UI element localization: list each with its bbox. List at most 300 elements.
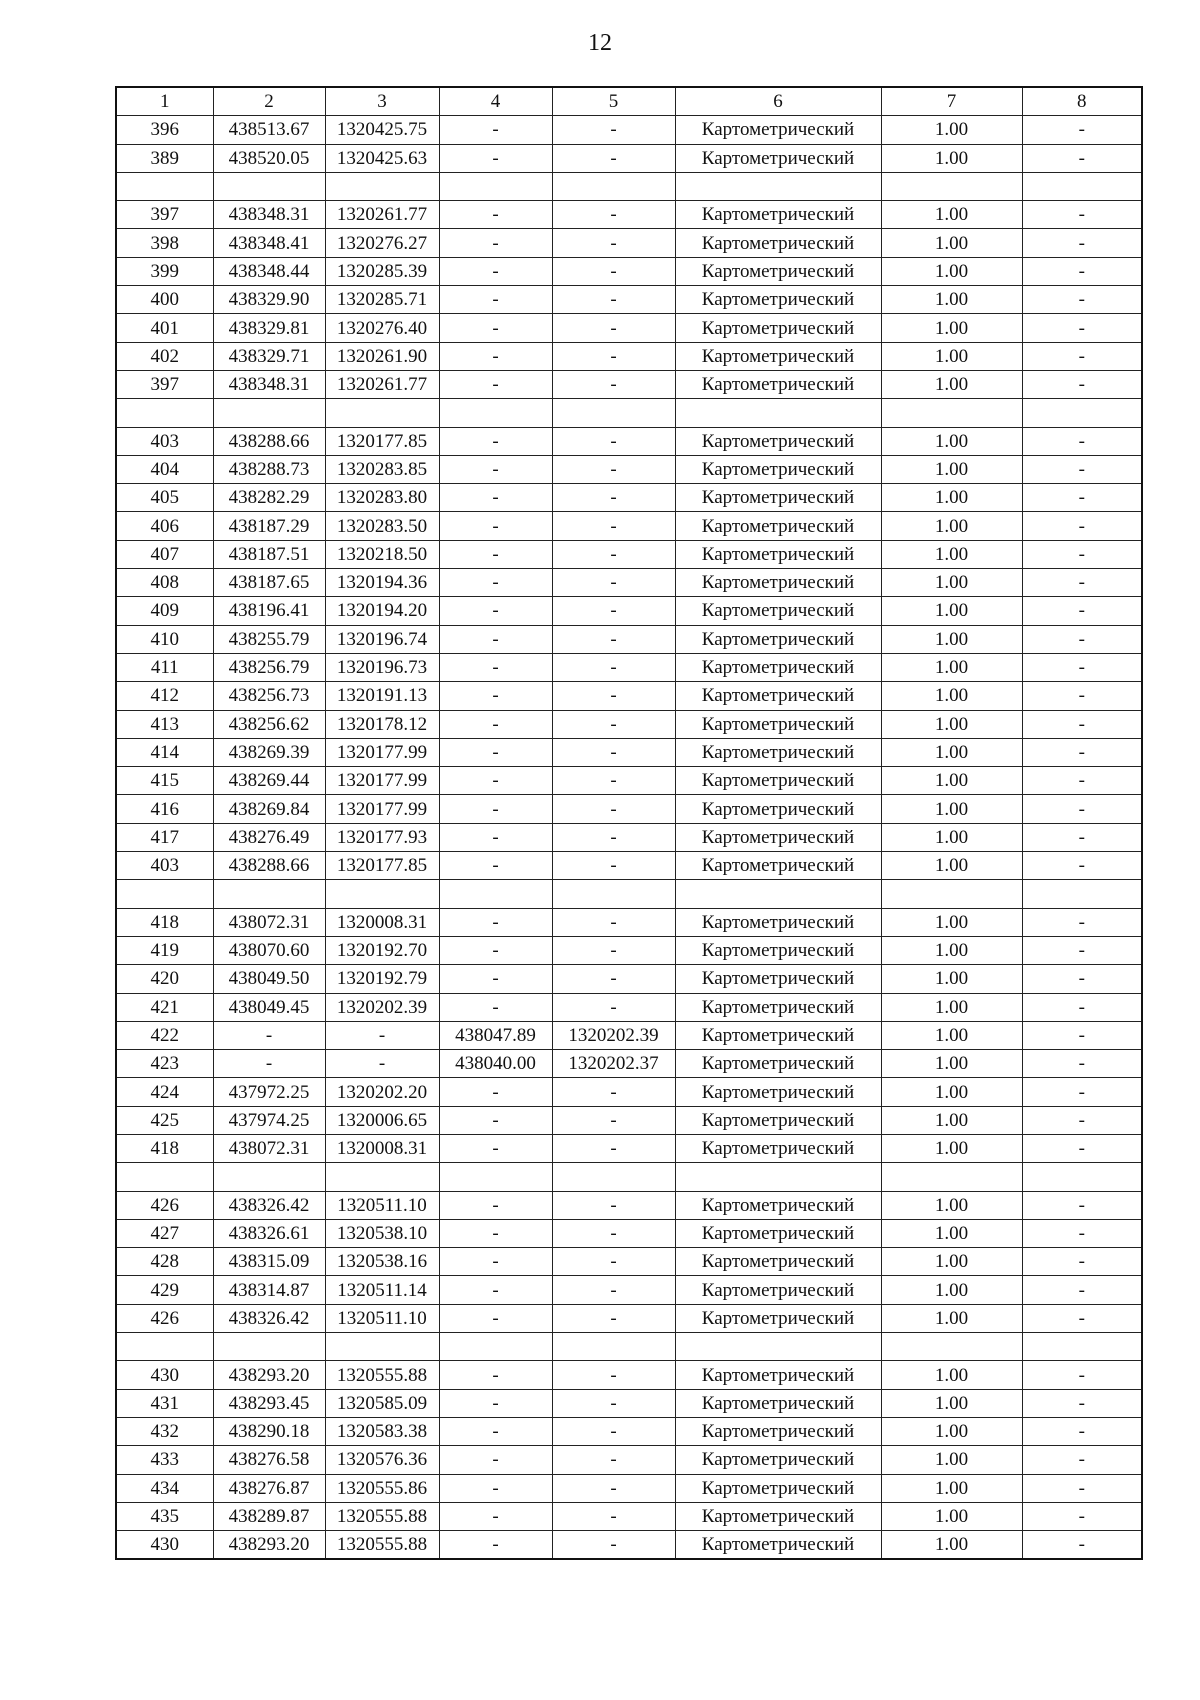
table-cell: 438289.87 (213, 1502, 325, 1530)
table-cell (213, 1163, 325, 1191)
table-cell: - (552, 1304, 675, 1332)
table-cell (325, 880, 439, 908)
table-cell: 1320192.79 (325, 965, 439, 993)
table-cell (881, 1163, 1022, 1191)
table-cell: 413 (116, 710, 213, 738)
table-cell: - (1022, 1248, 1142, 1276)
table-cell: 389 (116, 144, 213, 172)
table-cell: Картометрический (675, 965, 881, 993)
table-row (116, 710, 1142, 738)
table-cell (325, 399, 439, 427)
table-cell: - (1022, 1474, 1142, 1502)
table-cell: 1.00 (881, 569, 1022, 597)
table-cell (439, 399, 552, 427)
table-cell: - (552, 455, 675, 483)
table-row (116, 1304, 1142, 1332)
table-cell: 1320511.10 (325, 1304, 439, 1332)
table-cell: - (1022, 965, 1142, 993)
table-cell: 433 (116, 1446, 213, 1474)
table-cell: 1.00 (881, 1078, 1022, 1106)
table-cell: 1320191.13 (325, 682, 439, 710)
table-cell: 438276.49 (213, 823, 325, 851)
table-cell: - (1022, 512, 1142, 540)
table-cell: 438187.65 (213, 569, 325, 597)
table-cell: - (1022, 540, 1142, 568)
table-cell: - (1022, 625, 1142, 653)
table-row (116, 1417, 1142, 1445)
table-cell: 438348.31 (213, 370, 325, 398)
table-cell: 412 (116, 682, 213, 710)
table-cell: Картометрический (675, 569, 881, 597)
table-row (116, 201, 1142, 229)
table-row (116, 1163, 1142, 1191)
table-cell: Картометрический (675, 1361, 881, 1389)
table-cell: 1.00 (881, 625, 1022, 653)
table-cell: 437974.25 (213, 1106, 325, 1134)
table-cell: 1.00 (881, 597, 1022, 625)
table-row (116, 116, 1142, 144)
table-cell: 1.00 (881, 286, 1022, 314)
table-cell: 1320006.65 (325, 1106, 439, 1134)
table-cell: - (1022, 229, 1142, 257)
table-cell: Картометрический (675, 1474, 881, 1502)
table-cell: Картометрический (675, 1078, 881, 1106)
table-cell: Картометрический (675, 1417, 881, 1445)
table-cell: - (1022, 1078, 1142, 1106)
table-cell: 438269.39 (213, 738, 325, 766)
table-cell: 438040.00 (439, 1050, 552, 1078)
column-header: 8 (1022, 87, 1142, 116)
table-cell: 1320261.90 (325, 342, 439, 370)
table-row (116, 823, 1142, 851)
table-cell (1022, 399, 1142, 427)
table-cell: - (552, 738, 675, 766)
table-cell: - (1022, 936, 1142, 964)
table-row (116, 852, 1142, 880)
table-cell: - (552, 1417, 675, 1445)
table-cell: 1320511.10 (325, 1191, 439, 1219)
table-cell: 1320555.88 (325, 1502, 439, 1530)
table-cell: - (1022, 597, 1142, 625)
table-row (116, 993, 1142, 1021)
table-cell: Картометрический (675, 1531, 881, 1560)
table-cell: - (439, 823, 552, 851)
table-cell: - (439, 286, 552, 314)
table-cell: - (552, 1219, 675, 1247)
table-cell: 1.00 (881, 1219, 1022, 1247)
table-cell: 1320285.71 (325, 286, 439, 314)
table-cell: - (439, 1191, 552, 1219)
table-cell: - (439, 1361, 552, 1389)
table-cell: Картометрический (675, 1021, 881, 1049)
table-cell: 1.00 (881, 427, 1022, 455)
table-cell: 1.00 (881, 795, 1022, 823)
table-cell: 438187.51 (213, 540, 325, 568)
table-cell (552, 1333, 675, 1361)
table-cell: - (552, 257, 675, 285)
table-cell: - (1022, 710, 1142, 738)
table-cell: - (1022, 1446, 1142, 1474)
table-cell (552, 880, 675, 908)
table-cell: 407 (116, 540, 213, 568)
table-cell: Картометрический (675, 427, 881, 455)
table-cell: Картометрический (675, 597, 881, 625)
table-cell: 438293.45 (213, 1389, 325, 1417)
table-cell: - (439, 1446, 552, 1474)
table-cell: 431 (116, 1389, 213, 1417)
table-cell: - (1022, 653, 1142, 681)
table-cell: 438348.41 (213, 229, 325, 257)
table-cell: 397 (116, 370, 213, 398)
table-cell: 438255.79 (213, 625, 325, 653)
table-cell: Картометрический (675, 1106, 881, 1134)
table-cell: Картометрический (675, 370, 881, 398)
table-cell: - (1022, 795, 1142, 823)
table-cell (325, 1333, 439, 1361)
table-cell: - (1022, 1417, 1142, 1445)
table-cell: 438329.90 (213, 286, 325, 314)
table-cell (116, 172, 213, 200)
table-cell: - (439, 1276, 552, 1304)
table-cell: - (439, 455, 552, 483)
table-cell: 438276.58 (213, 1446, 325, 1474)
table-cell: - (439, 1389, 552, 1417)
table-cell: Картометрический (675, 1191, 881, 1219)
table-cell: - (439, 908, 552, 936)
table-row (116, 172, 1142, 200)
table-cell: 438314.87 (213, 1276, 325, 1304)
table-cell: 1320283.80 (325, 484, 439, 512)
table-cell (116, 1333, 213, 1361)
table-cell: 1320538.10 (325, 1219, 439, 1247)
table-row (116, 767, 1142, 795)
table-cell: 438329.81 (213, 314, 325, 342)
table-cell: - (1022, 993, 1142, 1021)
table-cell: - (552, 908, 675, 936)
column-header: 2 (213, 87, 325, 116)
table-row (116, 1219, 1142, 1247)
table-cell: - (439, 1531, 552, 1560)
table-cell: 1320008.31 (325, 1134, 439, 1162)
table-cell: 438072.31 (213, 1134, 325, 1162)
table-cell: - (439, 1248, 552, 1276)
table-cell: - (439, 710, 552, 738)
table-cell: 1.00 (881, 1389, 1022, 1417)
table-cell: - (1022, 823, 1142, 851)
table-cell: 1.00 (881, 1417, 1022, 1445)
table-cell: 1.00 (881, 653, 1022, 681)
table-cell: Картометрический (675, 455, 881, 483)
table-cell: - (552, 201, 675, 229)
table-row (116, 427, 1142, 455)
table-cell: 403 (116, 852, 213, 880)
table-cell: 1.00 (881, 1134, 1022, 1162)
coordinates-table (115, 86, 1143, 1560)
table-cell: 424 (116, 1078, 213, 1106)
table-cell: - (1022, 484, 1142, 512)
table-cell: - (439, 314, 552, 342)
table-cell: - (552, 314, 675, 342)
table-cell: 438288.66 (213, 427, 325, 455)
table-cell: 1.00 (881, 738, 1022, 766)
table-cell: - (552, 370, 675, 398)
table-cell: 1320202.37 (552, 1050, 675, 1078)
table-cell: - (552, 427, 675, 455)
table-cell: - (1022, 1531, 1142, 1560)
table-row (116, 1106, 1142, 1134)
table-cell: 1320177.85 (325, 427, 439, 455)
table-cell: Картометрический (675, 767, 881, 795)
table-cell: 437972.25 (213, 1078, 325, 1106)
table-cell: - (1022, 314, 1142, 342)
table-cell: 408 (116, 569, 213, 597)
table-cell: - (552, 342, 675, 370)
table-cell: - (439, 342, 552, 370)
table-cell: 438329.71 (213, 342, 325, 370)
table-row (116, 314, 1142, 342)
table-cell: - (439, 1078, 552, 1106)
table-cell (116, 880, 213, 908)
table-cell: 438513.67 (213, 116, 325, 144)
table-cell: 396 (116, 116, 213, 144)
table-cell (675, 172, 881, 200)
table-cell: 1.00 (881, 1304, 1022, 1332)
column-header: 7 (881, 87, 1022, 116)
table-cell: - (1022, 1106, 1142, 1134)
table-row (116, 1276, 1142, 1304)
table-row (116, 1389, 1142, 1417)
table-cell: 1320202.20 (325, 1078, 439, 1106)
table-cell: - (552, 625, 675, 653)
table-cell: 438196.41 (213, 597, 325, 625)
table-cell: 1.00 (881, 229, 1022, 257)
table-cell: 1320583.38 (325, 1417, 439, 1445)
table-cell: 1.00 (881, 1361, 1022, 1389)
table-cell: Картометрический (675, 201, 881, 229)
table-cell: - (552, 767, 675, 795)
table-cell: 428 (116, 1248, 213, 1276)
table-cell (881, 399, 1022, 427)
table-cell: 1.00 (881, 965, 1022, 993)
table-cell: Картометрический (675, 286, 881, 314)
table-cell: 438282.29 (213, 484, 325, 512)
table-body (116, 116, 1142, 1560)
table-cell: 429 (116, 1276, 213, 1304)
table-cell: - (439, 370, 552, 398)
table-cell: 1.00 (881, 257, 1022, 285)
table-cell: - (1022, 767, 1142, 795)
table-cell: - (1022, 455, 1142, 483)
table-cell: - (552, 1248, 675, 1276)
table-cell: Картометрический (675, 484, 881, 512)
table-cell: - (439, 795, 552, 823)
table-cell: 438288.66 (213, 852, 325, 880)
table-cell: 1.00 (881, 710, 1022, 738)
table-cell: 1.00 (881, 1106, 1022, 1134)
table-cell: - (552, 1446, 675, 1474)
table-cell: 410 (116, 625, 213, 653)
table-row (116, 512, 1142, 540)
table-cell (325, 1163, 439, 1191)
table-cell (213, 880, 325, 908)
table-cell: - (552, 1134, 675, 1162)
table-cell: 438290.18 (213, 1417, 325, 1445)
table-cell: - (213, 1050, 325, 1078)
table-cell: 411 (116, 653, 213, 681)
table-cell: - (439, 144, 552, 172)
table-cell: - (439, 201, 552, 229)
table-cell: 419 (116, 936, 213, 964)
table-cell: Картометрический (675, 710, 881, 738)
table-cell: 409 (116, 597, 213, 625)
table-cell: - (552, 1389, 675, 1417)
column-header: 6 (675, 87, 881, 116)
table-cell: 1.00 (881, 342, 1022, 370)
table-cell: 438348.31 (213, 201, 325, 229)
table-cell: 438269.44 (213, 767, 325, 795)
table-row (116, 144, 1142, 172)
table-cell (881, 1333, 1022, 1361)
table-cell: Картометрический (675, 1050, 881, 1078)
table-cell: - (439, 1502, 552, 1530)
table-cell: - (552, 710, 675, 738)
table-cell: - (552, 512, 675, 540)
table-row (116, 625, 1142, 653)
table-cell: Картометрический (675, 1304, 881, 1332)
table-row (116, 399, 1142, 427)
table-cell: 406 (116, 512, 213, 540)
table-cell: Картометрический (675, 738, 881, 766)
table-cell: Картометрический (675, 540, 881, 568)
table-cell: - (439, 540, 552, 568)
table-cell: - (1022, 286, 1142, 314)
table-cell: 438326.42 (213, 1191, 325, 1219)
table-cell: - (1022, 1276, 1142, 1304)
table-cell: Картометрический (675, 993, 881, 1021)
table-cell: - (1022, 1191, 1142, 1219)
table-cell: 404 (116, 455, 213, 483)
table-cell: 438293.20 (213, 1531, 325, 1560)
table-cell: 1.00 (881, 1446, 1022, 1474)
table-cell: - (552, 965, 675, 993)
table-cell: 1.00 (881, 1050, 1022, 1078)
table-cell: - (552, 144, 675, 172)
table-cell: 1.00 (881, 1021, 1022, 1049)
table-row (116, 1361, 1142, 1389)
table-cell: - (1022, 1389, 1142, 1417)
table-cell (439, 880, 552, 908)
table-cell: - (439, 1106, 552, 1134)
table-row (116, 484, 1142, 512)
table-cell: - (552, 852, 675, 880)
table-cell: 397 (116, 201, 213, 229)
table-cell: 1320202.39 (552, 1021, 675, 1049)
table-cell: Картометрический (675, 342, 881, 370)
table-cell: - (439, 1219, 552, 1247)
table-cell: 1320276.27 (325, 229, 439, 257)
table-cell: - (1022, 1134, 1142, 1162)
table-cell: 438315.09 (213, 1248, 325, 1276)
table-cell: - (1022, 1050, 1142, 1078)
table-cell: - (552, 1502, 675, 1530)
table-cell: - (1022, 370, 1142, 398)
table-cell: - (552, 823, 675, 851)
table-cell: 438520.05 (213, 144, 325, 172)
table-cell: - (1022, 1361, 1142, 1389)
table-cell: 1.00 (881, 1248, 1022, 1276)
page-number: 12 (588, 30, 612, 56)
table-cell: 1320261.77 (325, 201, 439, 229)
table-cell: 1320218.50 (325, 540, 439, 568)
table-cell: Картометрический (675, 936, 881, 964)
table-cell: - (1022, 1021, 1142, 1049)
table-cell: - (552, 116, 675, 144)
table-cell: 420 (116, 965, 213, 993)
table-row (116, 880, 1142, 908)
table-cell: 402 (116, 342, 213, 370)
table-cell: 1320576.36 (325, 1446, 439, 1474)
table-cell: Картометрический (675, 1219, 881, 1247)
table-row (116, 257, 1142, 285)
table-cell (116, 1163, 213, 1191)
table-cell: 438269.84 (213, 795, 325, 823)
table-cell: 415 (116, 767, 213, 795)
table-cell: - (439, 682, 552, 710)
table-cell: - (325, 1021, 439, 1049)
table-cell: 1320538.16 (325, 1248, 439, 1276)
table-cell: 1320194.20 (325, 597, 439, 625)
table-row (116, 1531, 1142, 1560)
table-cell: Картометрический (675, 823, 881, 851)
table-cell: 1.00 (881, 314, 1022, 342)
table-cell: 421 (116, 993, 213, 1021)
table-cell: 1320177.99 (325, 795, 439, 823)
table-cell: - (1022, 569, 1142, 597)
table-cell: 417 (116, 823, 213, 851)
table-cell: 1320177.85 (325, 852, 439, 880)
table-cell: 438049.50 (213, 965, 325, 993)
table-cell: 414 (116, 738, 213, 766)
table-row (116, 370, 1142, 398)
table-cell (1022, 1163, 1142, 1191)
table-cell: - (1022, 257, 1142, 285)
table-cell: 1320196.73 (325, 653, 439, 681)
table-cell: Картометрический (675, 682, 881, 710)
table-row (116, 936, 1142, 964)
table-cell: Картометрический (675, 144, 881, 172)
table-cell: 399 (116, 257, 213, 285)
table-cell: 398 (116, 229, 213, 257)
table-cell: - (1022, 1304, 1142, 1332)
table-cell: - (552, 540, 675, 568)
table-cell: - (1022, 201, 1142, 229)
table-row (116, 597, 1142, 625)
table-cell: 1.00 (881, 908, 1022, 936)
table-cell (552, 172, 675, 200)
table-cell: 1.00 (881, 1474, 1022, 1502)
table-cell: 423 (116, 1050, 213, 1078)
table-cell: 403 (116, 427, 213, 455)
table-row (116, 1021, 1142, 1049)
table-cell: 1.00 (881, 201, 1022, 229)
table-cell: - (1022, 1502, 1142, 1530)
table-cell: 1.00 (881, 993, 1022, 1021)
table-row (116, 795, 1142, 823)
table-cell (1022, 880, 1142, 908)
table-cell: 1320555.88 (325, 1361, 439, 1389)
table-cell: - (552, 653, 675, 681)
table-cell: - (325, 1050, 439, 1078)
